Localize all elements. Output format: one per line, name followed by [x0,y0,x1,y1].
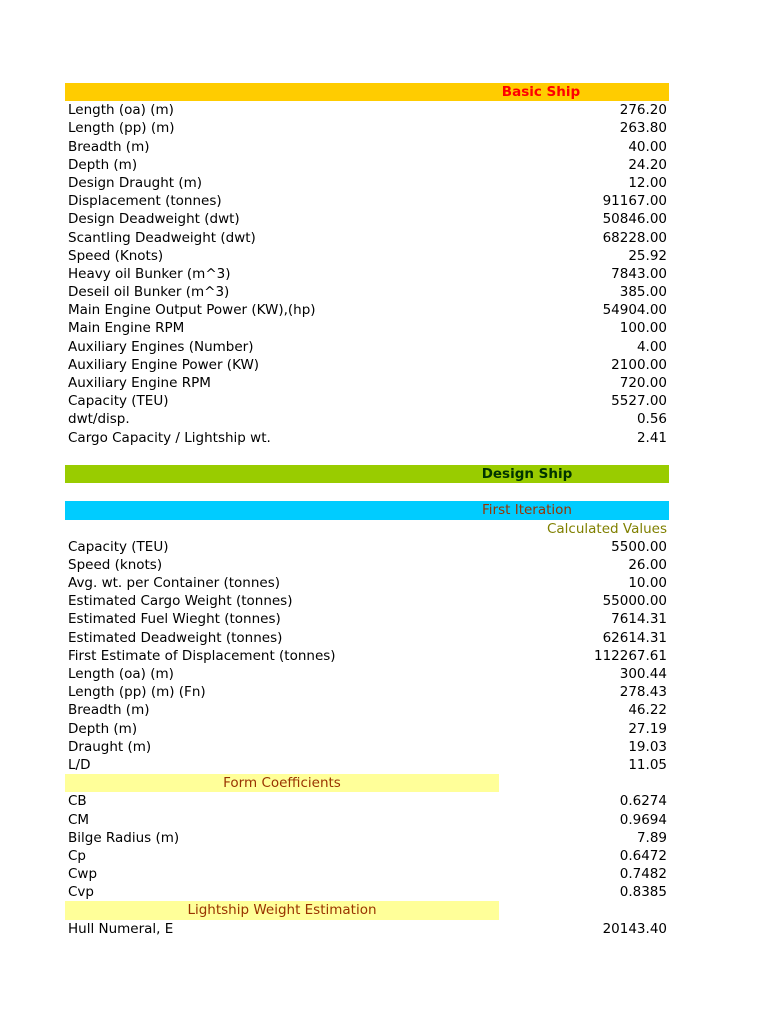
row-label: Displacement (tonnes) [68,193,222,210]
table-row [65,829,669,847]
row-label: Cvp [68,884,94,901]
table-row [65,429,669,447]
row-label: Heavy oil Bunker (m^3) [68,265,231,282]
row-value: 7843.00 [611,265,667,282]
table-row [65,665,669,683]
first-iteration-header: First Iteration [482,502,572,519]
table-row [65,738,669,756]
row-value: 50846.00 [602,211,667,228]
row-value: 25.92 [628,247,667,264]
table-row [65,865,669,883]
row-label: Estimated Deadweight (tonnes) [68,629,283,646]
table-row [65,647,669,665]
row-label: Draught (m) [68,738,152,755]
blank-row [65,483,669,501]
table-row [65,720,669,738]
row-value: 7614.31 [611,611,667,628]
table-row [65,174,669,192]
row-label: Avg. wt. per Container (tonnes) [68,575,281,592]
table-row [65,247,669,265]
row-label: Speed (knots) [68,556,163,573]
row-value: 2100.00 [611,356,667,373]
row-label: Length (pp) (m) (Fn) [68,684,206,701]
table-row [65,101,669,119]
basic-ship-header: Basic Ship [501,84,581,100]
row-label: L/D [68,756,91,773]
row-value: 91167.00 [602,193,667,210]
table-row [65,210,669,228]
design-ship-header-row [65,465,669,483]
row-value: 62614.31 [602,629,667,646]
table-row [65,701,669,719]
row-label: Depth (m) [68,720,138,737]
row-value: 276.20 [619,102,667,119]
table-row [65,592,669,610]
table-row [65,338,669,356]
row-label: Breadth (m) [68,138,150,155]
row-label: Estimated Fuel Wieght (tonnes) [68,611,281,628]
row-value: 7.89 [636,829,667,846]
row-label: Capacity (TEU) [68,538,169,555]
form-coefficients-header: Form Coefficients [223,775,341,792]
row-value: 0.6274 [619,793,667,810]
blank-row [65,447,669,465]
table-row [65,229,669,247]
row-value: 385.00 [619,284,667,301]
row-label: Hull Numeral, E [68,920,174,937]
table-row [65,847,669,865]
row-label: Scantling Deadweight (dwt) [68,229,256,246]
row-value: 0.8385 [619,884,667,901]
row-value: 19.03 [628,738,667,755]
basic-ship-table [65,101,669,447]
design-ship-header: Design Ship [481,465,573,482]
row-label: Estimated Cargo Weight (tonnes) [68,593,293,610]
row-label: Breadth (m) [68,702,150,719]
table-row [65,156,669,174]
table-row [65,392,669,410]
row-label: Deseil oil Bunker (m^3) [68,284,230,301]
row-label: Bilge Radius (m) [68,829,180,846]
row-value: 20143.40 [602,920,667,937]
row-label: Main Engine Output Power (KW),(hp) [68,302,316,319]
row-value: 5527.00 [611,393,667,410]
row-label: First Estimate of Displacement (tonnes) [68,647,336,664]
calculated-values-row [65,520,669,538]
row-value: 46.22 [628,702,667,719]
row-label: Design Deadweight (dwt) [68,211,240,228]
row-value: 100.00 [619,320,667,337]
basic-ship-header-row [65,83,669,101]
row-value: 0.6472 [619,847,667,864]
row-value: 278.43 [619,684,667,701]
row-label: Length (oa) (m) [68,666,174,682]
table-row [65,301,669,319]
table-row [65,374,669,392]
row-value: 54904.00 [602,302,667,319]
table-row [65,629,669,647]
row-value: 263.80 [619,120,667,137]
table-row [65,356,669,374]
lightship-header: Lightship Weight Estimation [187,902,377,919]
form-coefficients-table [65,792,669,901]
row-value: 112267.61 [593,647,667,664]
table-row [65,883,669,901]
row-value: 5500.00 [611,538,667,555]
table-row [65,265,669,283]
first-iteration-header-row [65,501,669,519]
lightship-table [65,920,669,938]
row-value: 0.7482 [619,866,667,883]
row-label: Capacity (TEU) [68,393,169,410]
row-label: Auxiliary Engine RPM [68,375,211,391]
row-value: 720.00 [619,375,667,391]
table-row [65,683,669,701]
table-row [65,556,669,574]
table-row [65,538,669,556]
table-row [65,574,669,592]
row-value: 24.20 [628,156,667,173]
row-value: 27.19 [628,720,667,737]
row-value: 68228.00 [602,229,667,246]
table-row [65,792,669,810]
form-coefficients-header-row [65,774,669,792]
row-label: Length (pp) (m) [68,120,175,137]
table-row [65,410,669,428]
row-label: Speed (Knots) [68,247,164,264]
row-label: CB [68,793,87,810]
table-row [65,610,669,628]
row-value: 4.00 [636,338,667,355]
table-row [65,283,669,301]
lightship-header-row [65,901,669,919]
spreadsheet [65,83,669,938]
row-label: Depth (m) [68,156,138,173]
row-value: 26.00 [628,556,667,573]
table-row [65,756,669,774]
row-value: 11.05 [628,756,667,773]
row-label: Design Draught (m) [68,174,203,191]
row-label: Cp [68,847,86,864]
row-label: Auxiliary Engines (Number) [68,338,254,355]
row-label: CM [68,811,90,828]
row-label: Main Engine RPM [68,320,185,337]
table-row [65,192,669,210]
row-value: 2.41 [636,429,667,446]
row-label: dwt/disp. [68,411,130,428]
table-row [65,319,669,337]
row-label: Cargo Capacity / Lightship wt. [68,429,271,446]
calculated-values-label: Calculated Values [546,520,667,537]
row-value: 300.44 [619,666,667,682]
table-row [65,811,669,829]
table-row [65,138,669,156]
row-label: Length (oa) (m) [68,102,174,119]
row-value: 0.9694 [619,811,667,828]
row-label: Auxiliary Engine Power (KW) [68,356,260,373]
row-value: 10.00 [628,575,667,592]
row-value: 55000.00 [602,593,667,610]
table-row [65,119,669,137]
row-value: 0.56 [636,411,667,428]
row-value: 12.00 [628,174,667,191]
row-value: 40.00 [628,138,667,155]
table-row [65,920,669,938]
row-label: Cwp [68,866,98,883]
first-iteration-table [65,538,669,774]
